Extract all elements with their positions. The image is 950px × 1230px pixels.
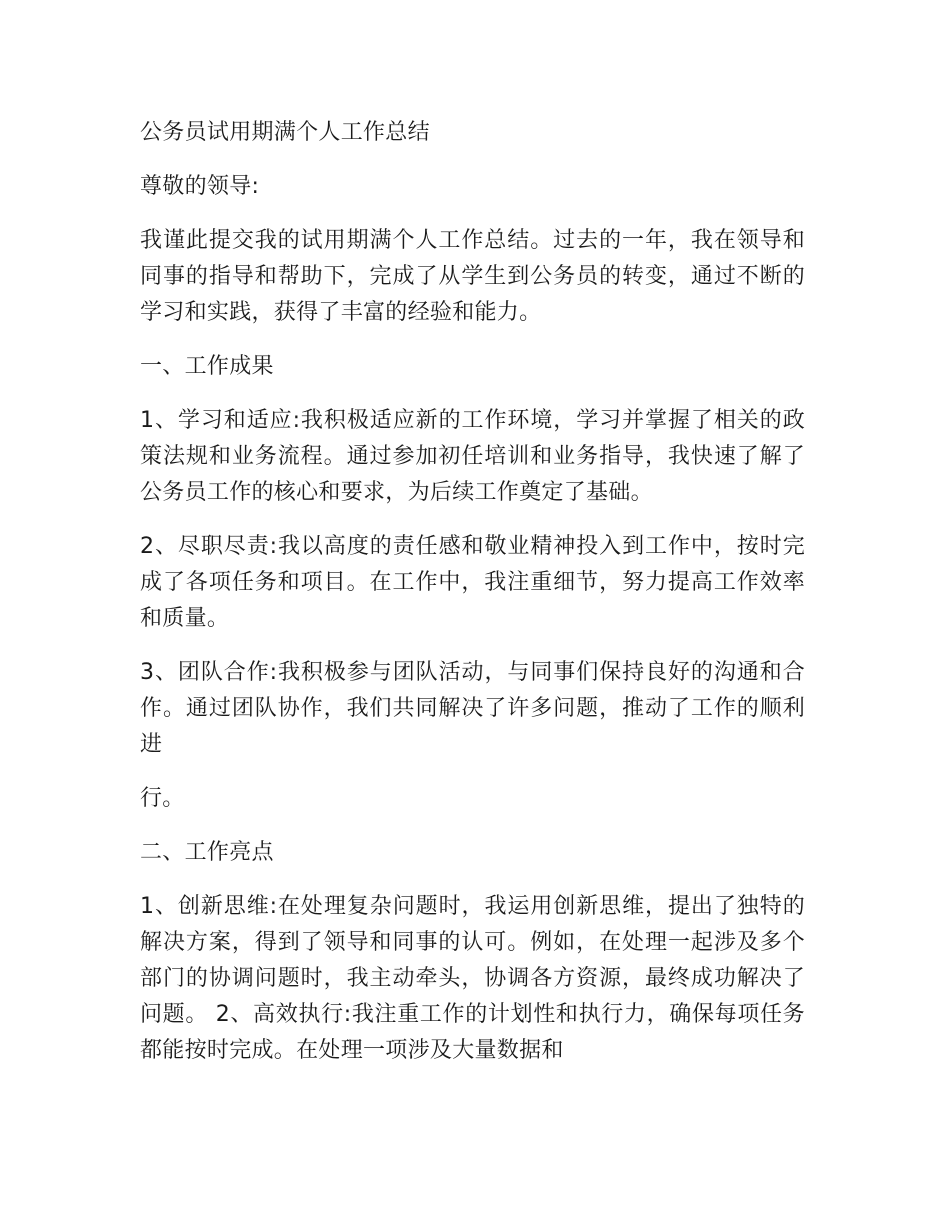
document-title: 公务员试用期满个人工作总结 bbox=[140, 120, 430, 145]
section-1-item-3-continued: 行。 bbox=[140, 786, 185, 811]
salutation: 尊敬的领导: bbox=[140, 174, 260, 199]
section-1-item-1: 1、学习和适应:我积极适应新的工作环境，学习并掌握了相关的政策法规和业务流程。通过参加初任培训和业务指导，我快速了解了公务员工作的核心和要求，为后续工作奠定了基础。 bbox=[140, 408, 805, 505]
document-body bbox=[140, 115, 805, 1087]
section-1-item-2: 2、尽职尽责:我以高度的责任感和敬业精神投入到工作中，按时完成了各项任务和项目。在工作中，我注重细节，努力提高工作效率和质量。 bbox=[140, 534, 805, 631]
section-1-item-3: 3、团队合作:我积极参与团队活动，与同事们保持良好的沟通和合作。通过团队协作，我们共同解决了许多问题，推动了工作的顺利进 bbox=[140, 660, 805, 757]
section-1-heading: 一、工作成果 bbox=[140, 354, 274, 379]
intro-paragraph: 我谨此提交我的试用期满个人工作总结。过去的一年，我在领导和同事的指导和帮助下，完成了从学生到公务员的转变，通过不断的学习和实践，获得了丰富的经验和能力。 bbox=[140, 228, 805, 325]
section-2-item-1: 1、创新思维:在处理复杂问题时，我运用创新思维，提出了独特的解决方案，得到了领导和同事的认可。例如，在处理一起涉及多个部门的协调问题时，我主动牵头，协调各方资源，最终成功解决了问题。 2、高效执行:我注重工作的计划性和执行力，确保每项任务都能按时完成。在处理一项涉及大量数据和 bbox=[140, 894, 805, 1063]
section-2-heading: 二、工作亮点 bbox=[140, 840, 274, 865]
